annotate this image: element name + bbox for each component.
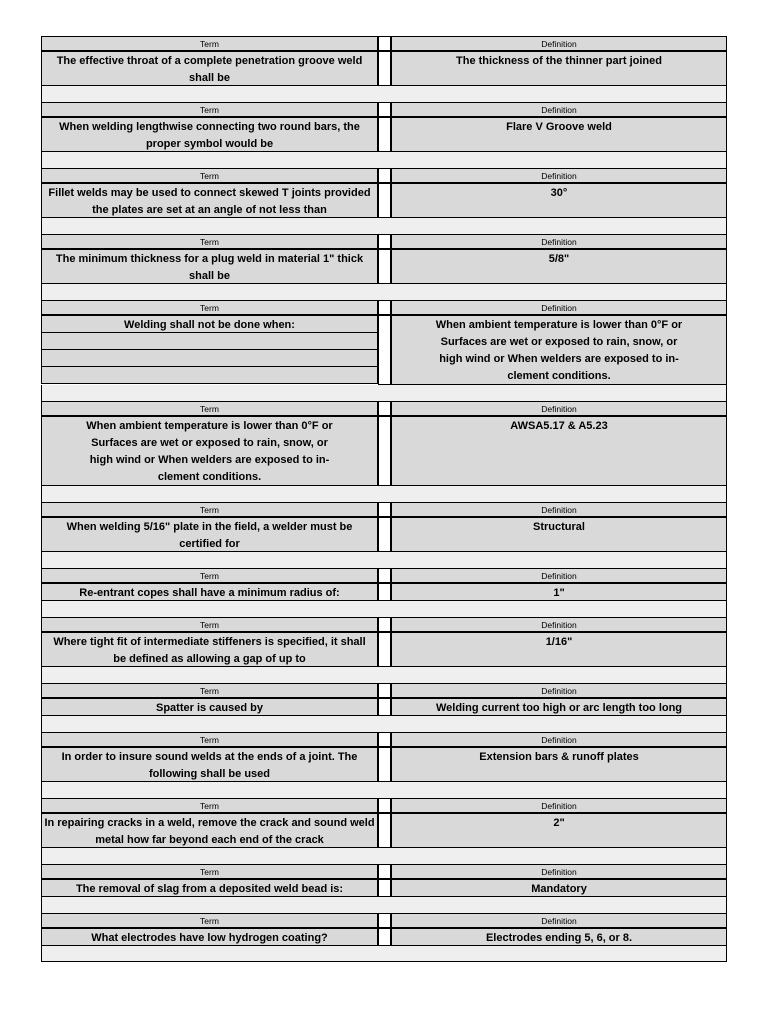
card-header-row — [41, 683, 727, 698]
term-header: Term — [41, 732, 378, 747]
definition-header: Definition — [391, 568, 727, 583]
definition-header: Definition — [391, 168, 727, 183]
definition-header: Definition — [391, 401, 727, 416]
card-body-row — [41, 249, 727, 284]
term-header: Term — [41, 864, 378, 879]
definition-text: When ambient temperature is lower than 0°F or Surfaces are wet or exposed to rain, snow, or high wind or When welders are exposed to in- clement conditions. — [391, 315, 727, 385]
column-gap — [378, 879, 391, 897]
column-gap — [378, 183, 391, 218]
definition-header: Definition — [391, 300, 727, 315]
card-body-row — [41, 51, 727, 86]
card-body-row — [41, 315, 727, 385]
term-card — [41, 300, 727, 401]
definition-header: Definition — [391, 502, 727, 517]
term-card — [41, 732, 727, 798]
card-spacer — [41, 716, 727, 732]
card-header-row — [41, 798, 727, 813]
card-body-row — [41, 583, 727, 601]
column-gap — [378, 732, 391, 747]
term-card — [41, 568, 727, 617]
term-card — [41, 401, 727, 502]
term-card — [41, 913, 727, 962]
card-body-row — [41, 747, 727, 782]
card-spacer — [41, 385, 727, 401]
card-spacer — [41, 218, 727, 234]
card-body-row — [41, 698, 727, 716]
column-gap — [378, 315, 391, 385]
term-blank-line — [41, 333, 378, 350]
card-spacer — [41, 152, 727, 168]
card-header-row — [41, 617, 727, 632]
column-gap — [378, 568, 391, 583]
term-text-line: Welding shall not be done when: — [41, 315, 378, 333]
definition-text: 30° — [391, 183, 727, 218]
column-gap — [378, 168, 391, 183]
card-header-row — [41, 568, 727, 583]
flashcard-sheet — [41, 36, 727, 962]
column-gap — [378, 401, 391, 416]
card-spacer — [41, 848, 727, 864]
card-body-row — [41, 928, 727, 946]
card-spacer — [41, 782, 727, 798]
term-header: Term — [41, 683, 378, 698]
term-text: In order to insure sound welds at the ends of a joint. The following shall be used — [41, 747, 378, 782]
card-spacer — [41, 86, 727, 102]
term-card — [41, 234, 727, 300]
card-body-row — [41, 879, 727, 897]
term-header: Term — [41, 798, 378, 813]
card-header-row — [41, 234, 727, 249]
term-blank-line — [41, 350, 378, 367]
column-gap — [378, 51, 391, 86]
definition-header: Definition — [391, 617, 727, 632]
card-body-row — [41, 416, 727, 486]
term-text: Spatter is caused by — [41, 698, 378, 716]
definition-text: 2" — [391, 813, 727, 848]
definition-text: Welding current too high or arc length too long — [391, 698, 727, 716]
card-header-row — [41, 401, 727, 416]
definition-text: Electrodes ending 5, 6, or 8. — [391, 928, 727, 946]
column-gap — [378, 502, 391, 517]
definition-header: Definition — [391, 102, 727, 117]
term-card — [41, 168, 727, 234]
card-body-row — [41, 183, 727, 218]
definition-header: Definition — [391, 913, 727, 928]
term-header: Term — [41, 234, 378, 249]
definition-text: AWSA5.17 & A5.23 — [391, 416, 727, 486]
term-text — [41, 315, 378, 385]
column-gap — [378, 698, 391, 716]
card-spacer — [41, 667, 727, 683]
term-blank-line — [41, 367, 378, 384]
term-text: The effective throat of a complete penetration groove weld shall be — [41, 51, 378, 86]
column-gap — [378, 798, 391, 813]
card-spacer — [41, 897, 727, 913]
card-header-row — [41, 102, 727, 117]
card-spacer — [41, 486, 727, 502]
term-header: Term — [41, 502, 378, 517]
definition-text: Flare V Groove weld — [391, 117, 727, 152]
column-gap — [378, 416, 391, 486]
card-header-row — [41, 913, 727, 928]
column-gap — [378, 300, 391, 315]
card-header-row — [41, 732, 727, 747]
card-header-row — [41, 36, 727, 51]
card-body-row — [41, 517, 727, 552]
term-card — [41, 102, 727, 168]
column-gap — [378, 517, 391, 552]
term-text: The minimum thickness for a plug weld in material 1" thick shall be — [41, 249, 378, 284]
column-gap — [378, 747, 391, 782]
definition-text: Structural — [391, 517, 727, 552]
card-body-row — [41, 632, 727, 667]
definition-text: The thickness of the thinner part joined — [391, 51, 727, 86]
definition-header: Definition — [391, 798, 727, 813]
term-text: In repairing cracks in a weld, remove the crack and sound weld metal how far beyond each end of the crack — [41, 813, 378, 848]
term-header: Term — [41, 913, 378, 928]
definition-text: 1" — [391, 583, 727, 601]
card-body-row — [41, 117, 727, 152]
column-gap — [378, 928, 391, 946]
term-header: Term — [41, 300, 378, 315]
term-header: Term — [41, 568, 378, 583]
definition-header: Definition — [391, 36, 727, 51]
term-text: Where tight fit of intermediate stiffeners is specified, it shall be defined as allowing a gap of up to — [41, 632, 378, 667]
term-text: Re-entrant copes shall have a minimum radius of: — [41, 583, 378, 601]
card-spacer — [41, 284, 727, 300]
term-text: What electrodes have low hydrogen coating? — [41, 928, 378, 946]
column-gap — [378, 117, 391, 152]
column-gap — [378, 583, 391, 601]
term-card — [41, 617, 727, 683]
card-spacer — [41, 601, 727, 617]
column-gap — [378, 683, 391, 698]
column-gap — [378, 102, 391, 117]
term-text: When welding 5/16" plate in the field, a welder must be certified for — [41, 517, 378, 552]
term-header: Term — [41, 102, 378, 117]
card-header-row — [41, 300, 727, 315]
definition-header: Definition — [391, 683, 727, 698]
definition-text: 5/8" — [391, 249, 727, 284]
card-spacer — [41, 552, 727, 568]
column-gap — [378, 617, 391, 632]
term-card — [41, 502, 727, 568]
term-text: Fillet welds may be used to connect skewed T joints provided the plates are set at an angle of not less than — [41, 183, 378, 218]
term-text: The removal of slag from a deposited weld bead is: — [41, 879, 378, 897]
definition-header: Definition — [391, 732, 727, 747]
term-text: When ambient temperature is lower than 0°F or Surfaces are wet or exposed to rain, snow, or high wind or When welders are exposed to in- clement conditions. — [41, 416, 378, 486]
column-gap — [378, 234, 391, 249]
definition-header: Definition — [391, 864, 727, 879]
column-gap — [378, 249, 391, 284]
definition-text: 1/16" — [391, 632, 727, 667]
term-header: Term — [41, 617, 378, 632]
card-header-row — [41, 864, 727, 879]
card-body-row — [41, 813, 727, 848]
term-header: Term — [41, 168, 378, 183]
definition-header: Definition — [391, 234, 727, 249]
column-gap — [378, 864, 391, 879]
card-header-row — [41, 502, 727, 517]
term-card — [41, 864, 727, 913]
column-gap — [378, 913, 391, 928]
term-card — [41, 683, 727, 732]
definition-text: Mandatory — [391, 879, 727, 897]
term-text: When welding lengthwise connecting two round bars, the proper symbol would be — [41, 117, 378, 152]
term-card — [41, 36, 727, 102]
card-spacer — [41, 946, 727, 962]
card-header-row — [41, 168, 727, 183]
term-card — [41, 798, 727, 864]
column-gap — [378, 813, 391, 848]
term-header: Term — [41, 36, 378, 51]
term-header: Term — [41, 401, 378, 416]
column-gap — [378, 632, 391, 667]
definition-text: Extension bars & runoff plates — [391, 747, 727, 782]
column-gap — [378, 36, 391, 51]
